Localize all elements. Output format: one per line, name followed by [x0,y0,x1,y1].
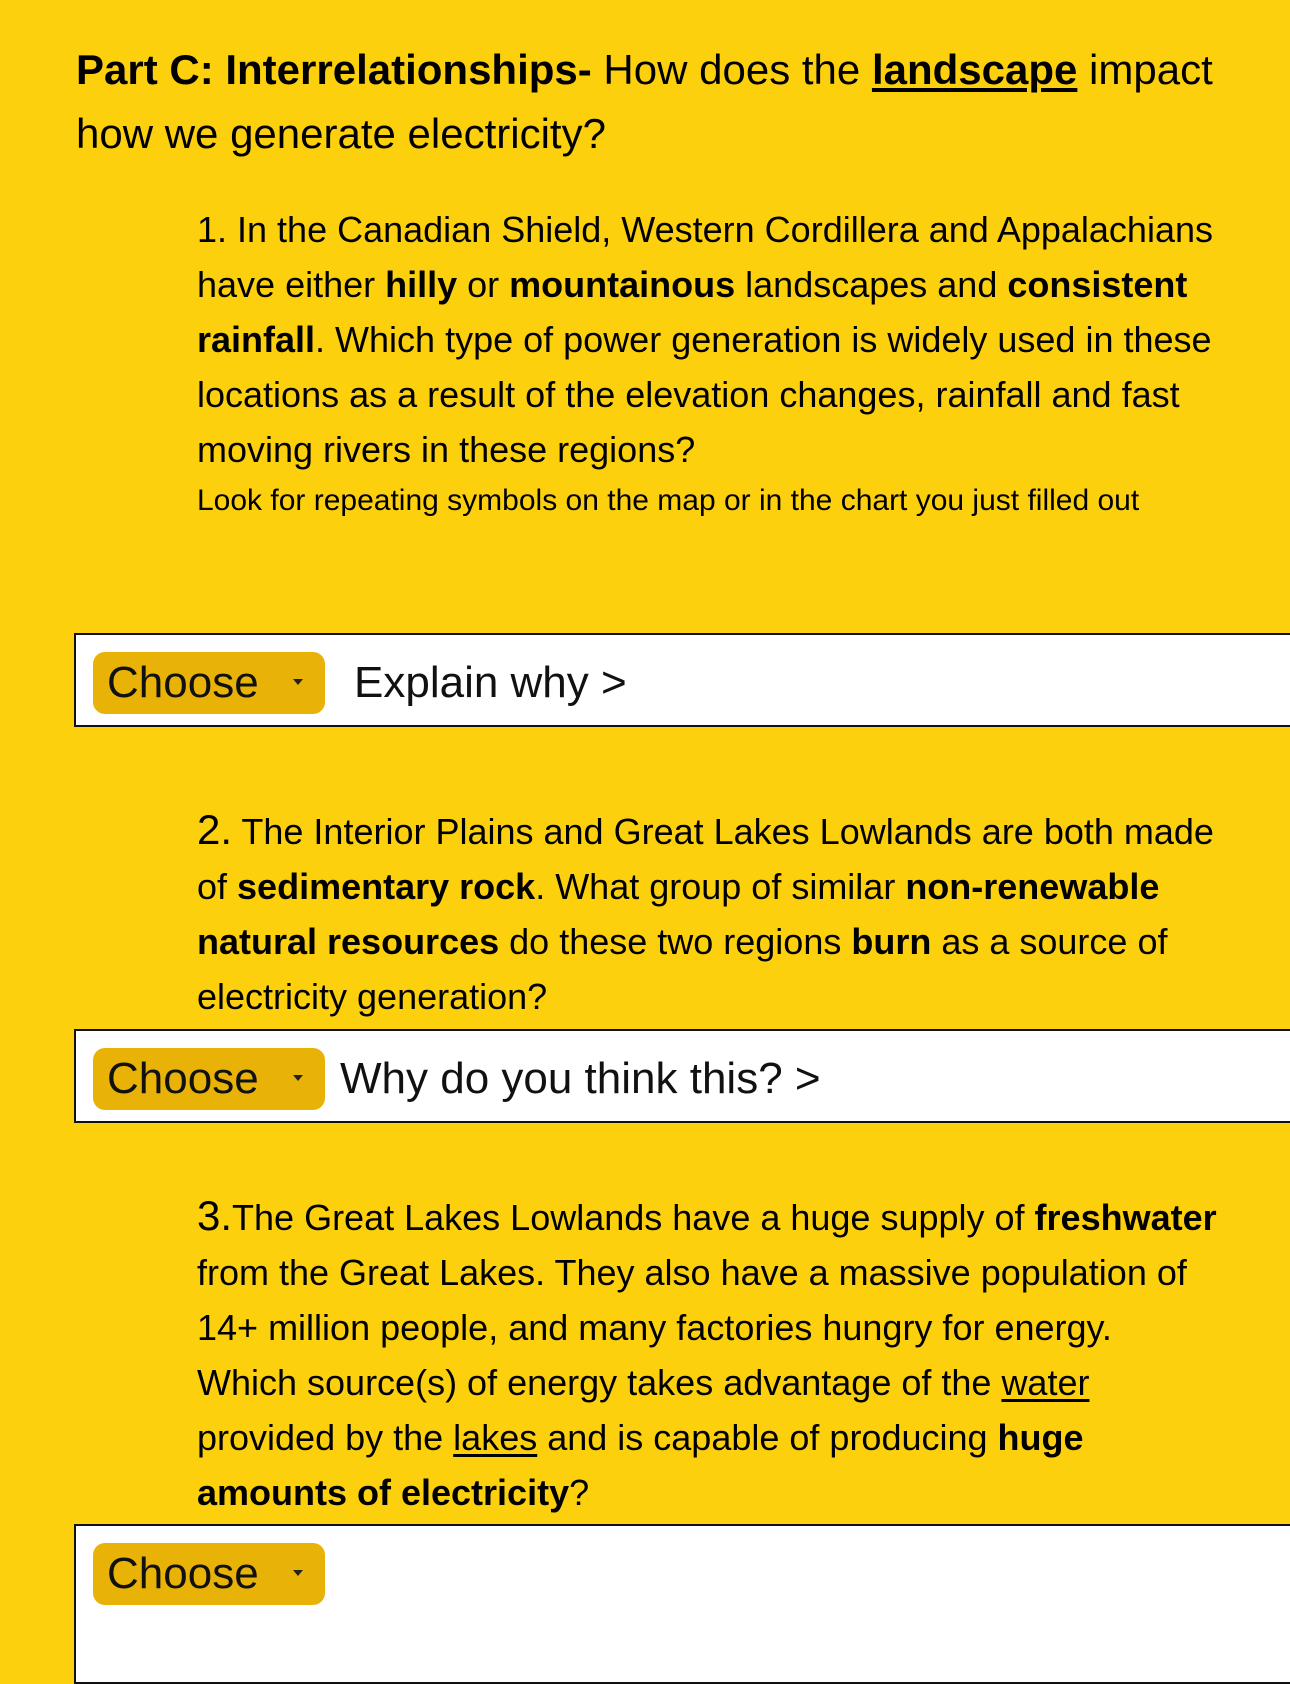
q2-number: 2. [197,806,233,853]
q1-bold-hilly: hilly [385,264,458,305]
q2-why-prompt[interactable]: Why do you think this? > [340,1054,821,1103]
q1-choose-dropdown[interactable] [93,652,325,714]
q1-text: or [457,264,510,305]
q2-bold-burn: burn [851,921,932,962]
heading-text-1: How does the [591,46,872,93]
q1-text: . Which type of power generation is widely used in these locations as a result of the elevation changes, rainfall and fast moving rivers in these regions? [197,319,1212,470]
q2-text: do these two regions [499,921,852,962]
q1-bold-mountainous: mountainous [509,264,736,305]
q2-text: The Interior Plains and Great Lakes Lowlands are both made of [197,811,1214,907]
q3-text: from the Great Lakes. They also have a massive population of 14+ million people, and many factories hungry for energy. Which source(s) of energy takes advantage of the [197,1252,1187,1403]
q2-text: . What group of similar [535,866,906,907]
q1-explain-prompt[interactable]: Explain why > [354,658,627,707]
q1-hint: Look for repeating symbols on the map or in the chart you just filled out [197,484,1140,517]
section-title: Part C: Interrelationships- [76,46,592,93]
q2-bold-sedimentary: sedimentary rock [237,866,536,907]
q2-bold-resources: non-renewable natural resources [197,866,1160,962]
q3-text: and is capable of producing [537,1417,998,1458]
question-1 [197,202,1217,523]
q1-choose-label: Choose [107,658,259,707]
caret-down-icon [293,1075,303,1081]
q2-choose-label: Choose [107,1054,259,1103]
q2-answer-box [74,1029,1290,1123]
heading-keyword: landscape [871,46,1078,93]
q1-bold-rainfall: consistent rainfall [197,264,1188,360]
caret-down-icon [293,1570,303,1576]
q3-text: ? [569,1472,590,1513]
heading-text-2: impact how we generate electricity? [76,46,1213,157]
question-2 [197,802,1217,1024]
q3-choose-dropdown[interactable] [93,1543,325,1605]
q3-underline-lakes: lakes [453,1417,538,1458]
q3-text: provided by the [197,1417,454,1458]
q1-text: landscapes and [735,264,1008,305]
q3-answer-box [74,1524,1290,1684]
q3-bold-freshwater: freshwater [1034,1197,1217,1238]
q1-answer-box [74,633,1290,727]
q1-text: 1. In the Canadian Shield, Western Cordillera and Appalachians have either [197,209,1213,305]
caret-down-icon [293,679,303,685]
q2-choose-dropdown[interactable] [93,1048,325,1110]
question-3 [197,1188,1217,1520]
q3-number: 3. [197,1192,233,1239]
q3-choose-label: Choose [107,1549,259,1598]
q3-text: The Great Lakes Lowlands have a huge supply of [232,1197,1035,1238]
q2-text: as a source of electricity generation? [197,921,1168,1017]
section-heading [76,38,1226,166]
q3-underline-water: water [1001,1362,1090,1403]
q3-bold-electricity: huge amounts of electricity [197,1417,1084,1513]
